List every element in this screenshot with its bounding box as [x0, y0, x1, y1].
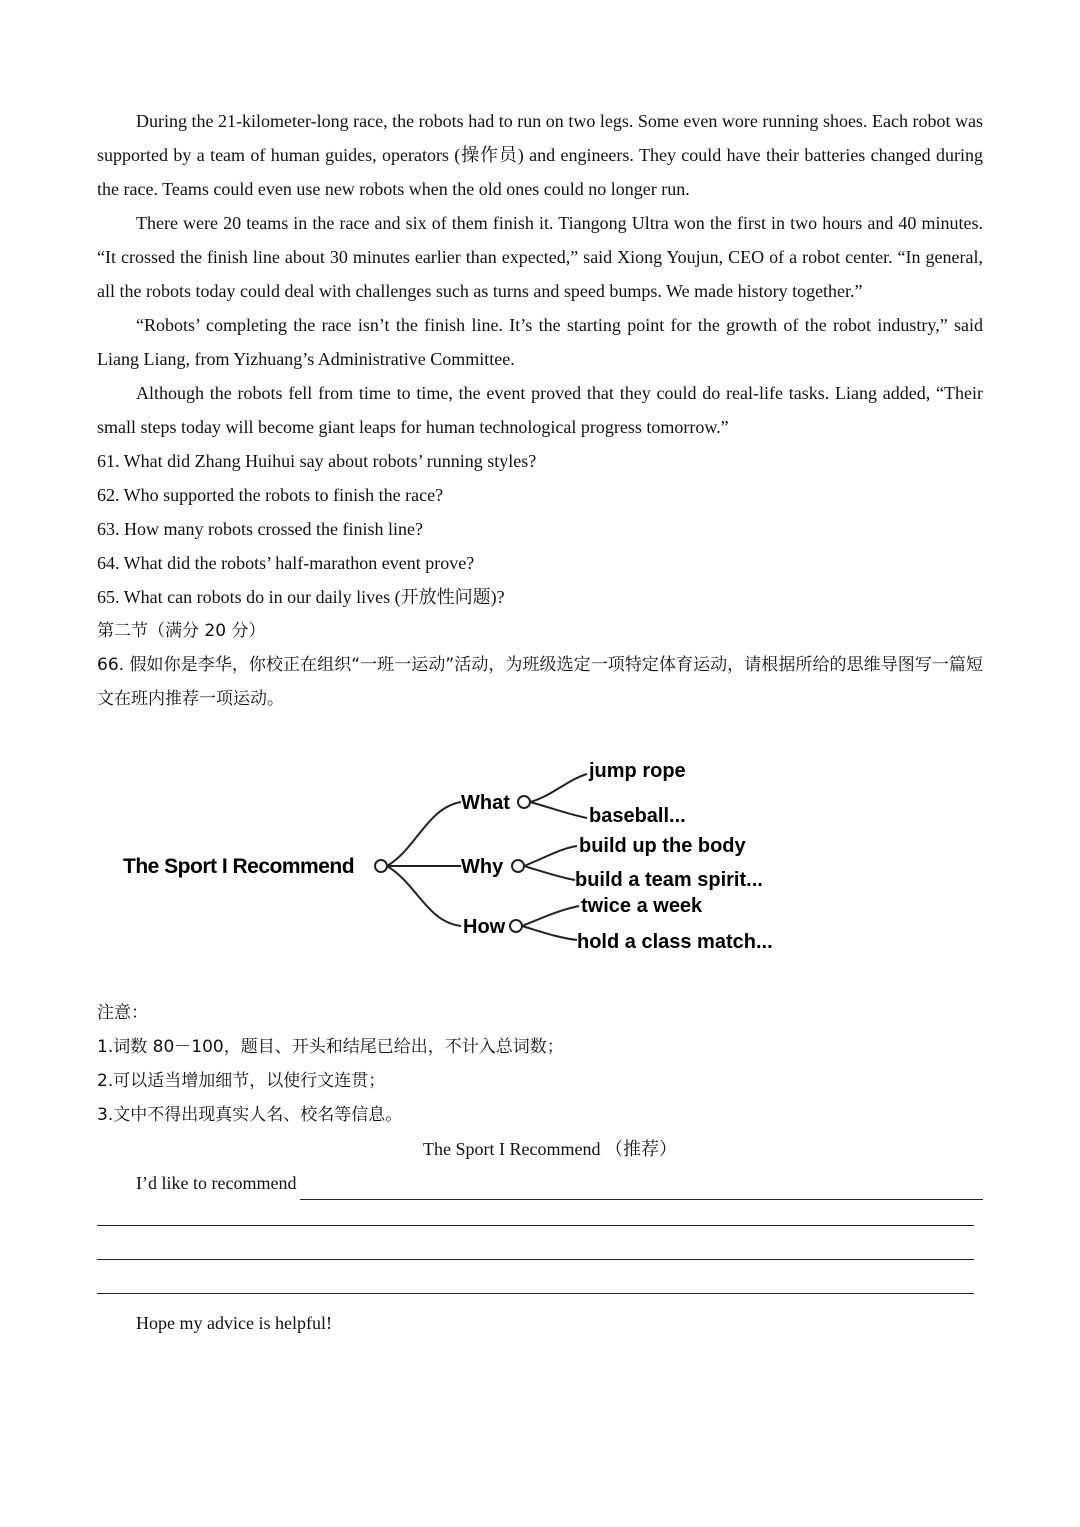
notes-heading: 注意：: [97, 1003, 148, 1023]
leaf-twice-a-week: twice a week: [581, 895, 703, 917]
branch-label-why: Why: [461, 856, 504, 878]
question-64: 64. What did the robots’ half-marathon event prove?: [97, 553, 475, 573]
mind-map-graphic: [97, 718, 983, 996]
branch-line-how: [387, 866, 461, 926]
leaf-line-team-spirit: [524, 866, 575, 880]
passage-paragraph-1: During the 21-kilometer-long race, the robots had to run on two legs. Some even wore running shoes. Each robot was supported by a team of human guides, operators (操作员) and engineers. They could have their batteries changed during the race. Teams could even use new robots when the old ones could no longer run.: [97, 111, 983, 199]
answer-line-4[interactable]: [97, 1268, 974, 1302]
essay-starter: I’d like to recommend: [136, 1173, 297, 1193]
note-2: 2.可以适当增加细节，以使行文连贯；: [97, 1071, 386, 1091]
leaf-team-spirit: build a team spirit...: [575, 869, 763, 891]
question-61: 61. What did Zhang Huihui say about robots’ running styles?: [97, 451, 537, 471]
what-node: [518, 796, 530, 808]
essay-closing: Hope my advice is helpful!: [136, 1313, 332, 1333]
exam-page: [97, 104, 983, 1340]
writing-prompt: 66. 假如你是李华，你校正在组织“一班一运动”活动，为班级选定一项特定体育运动，请根据所给的思维导图写一篇短文在班内推荐一项运动。: [97, 655, 983, 709]
mind-map-root: The Sport I Recommend: [123, 855, 355, 878]
answer-line-3[interactable]: [97, 1234, 974, 1268]
root-node: [375, 860, 387, 872]
question-62: 62. Who supported the robots to finish the race?: [97, 485, 444, 505]
essay-first-line: [97, 1166, 983, 1200]
leaf-class-match: hold a class match...: [577, 931, 773, 953]
passage-paragraph-4: Although the robots fell from time to time, the event proved that they could do real-life tasks. Liang added, “Their small steps today will become giant leaps for human technological progress tomorrow.”: [97, 383, 983, 437]
leaf-build-up-body: build up the body: [579, 835, 746, 857]
branch-line-what: [387, 802, 461, 866]
leaf-line-baseball: [530, 802, 587, 818]
notes-block: [97, 996, 983, 1132]
how-node: [510, 920, 522, 932]
passage-paragraph-2: There were 20 teams in the race and six of them finish it. Tiangong Ultra won the first in two hours and 40 minutes. “It crossed the finish line about 30 minutes earlier than expected,” said Xiong Youjun, CEO of a robot center. “In general, all the robots today could deal with challenges such as turns and speed bumps. We made history together.”: [97, 213, 983, 301]
answer-line-2[interactable]: [97, 1200, 974, 1234]
leaf-jump-rope: jump rope: [589, 760, 686, 782]
question-63: 63. How many robots crossed the finish line?: [97, 519, 423, 539]
mind-map: [97, 718, 983, 996]
why-node: [512, 860, 524, 872]
branch-label-how: How: [463, 916, 506, 938]
leaf-line-jump-rope: [530, 774, 587, 802]
question-65: 65. What can robots do in our daily lives (开放性问题)?: [97, 587, 505, 607]
note-3: 3.文中不得出现真实人名、校名等信息。: [97, 1105, 403, 1125]
leaf-baseball: baseball...: [589, 805, 686, 827]
note-1: 1.词数 80－100，题目、开头和结尾已给出，不计入总词数；: [97, 1037, 564, 1057]
essay-title: The Sport I Recommend （推荐）: [423, 1139, 677, 1159]
section-heading: 第二节（满分 20 分）: [97, 621, 266, 641]
answer-line-1[interactable]: [300, 1173, 983, 1200]
passage-paragraph-3: “Robots’ completing the race isn’t the finish line. It’s the starting point for the growth of the robot industry,” said Liang Liang, from Yizhuang’s Administrative Committee.: [97, 315, 983, 369]
leaf-line-build-body: [524, 846, 577, 866]
branch-label-what: What: [461, 792, 510, 814]
leaf-line-class-match: [522, 926, 577, 940]
leaf-line-twice-week: [522, 906, 579, 926]
